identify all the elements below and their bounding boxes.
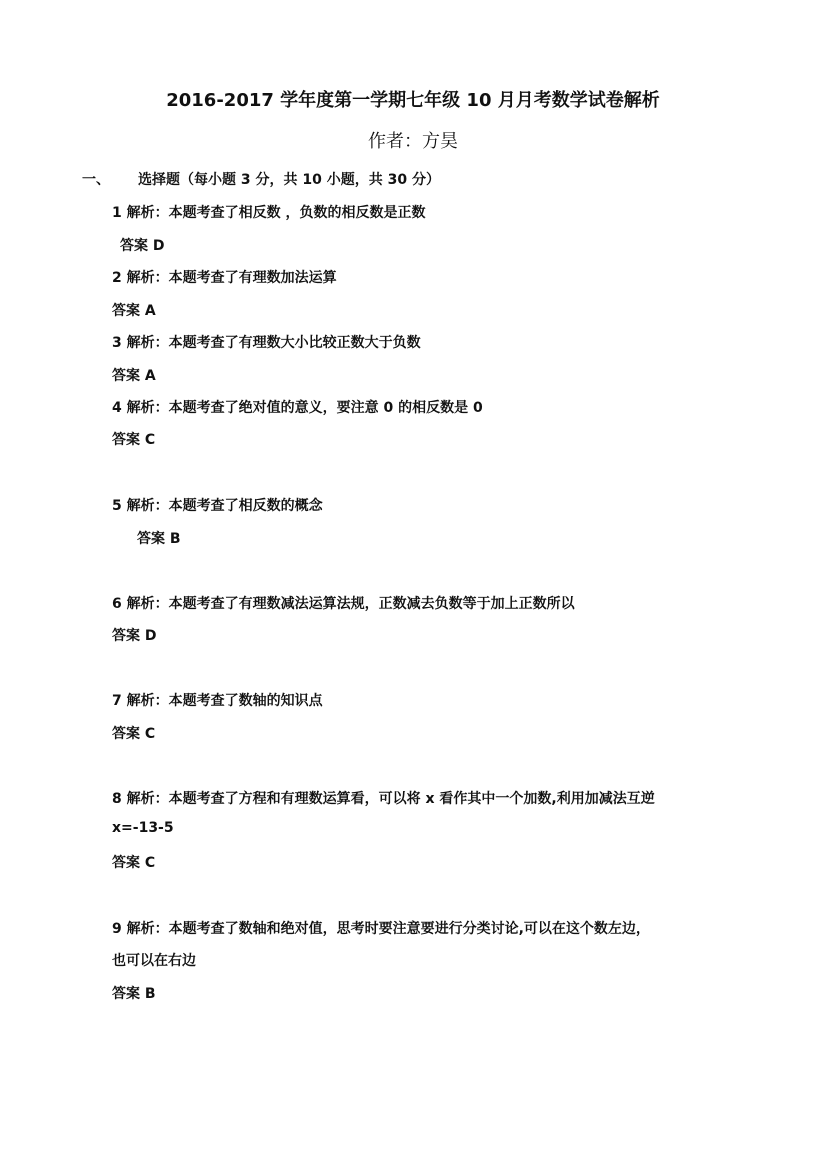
answer-7: 答案 C: [112, 726, 156, 742]
section-title: 选择题（每小题 3 分，共 10 小题，共 30 分）: [138, 172, 440, 188]
analysis-2: 2 解析：本题考查了有理数加法运算: [112, 270, 337, 286]
analysis-4: 4 解析：本题考查了绝对值的意义，要注意 0 的相反数是 0: [112, 400, 483, 416]
answer-1: 答案 D: [120, 238, 165, 254]
analysis-9: 9 解析：本题考查了数轴和绝对值，思考时要注意要进行分类讨论,可以在这个数左边，: [112, 921, 650, 937]
analysis-7: 7 解析：本题考查了数轴的知识点: [112, 693, 323, 709]
document-author: 作者：方昊: [368, 131, 458, 152]
answer-4: 答案 C: [112, 432, 156, 448]
document-title: 2016-2017 学年度第一学期七年级 10 月月考数学试卷解析: [166, 90, 660, 111]
answer-5: 答案 B: [137, 531, 181, 547]
analysis-3: 3 解析：本题考查了有理数大小比较正数大于负数: [112, 335, 421, 351]
analysis-6: 6 解析：本题考查了有理数减法运算法规，正数减去负数等于加上正数所以: [112, 596, 575, 612]
answer-6: 答案 D: [112, 628, 157, 644]
analysis-5: 5 解析：本题考查了相反数的概念: [112, 498, 323, 514]
answer-2: 答案 A: [112, 303, 156, 319]
analysis-8: 8 解析：本题考查了方程和有理数运算看，可以将 x 看作其中一个加数,利用加减法互逆: [112, 791, 655, 807]
analysis-1: 1 解析：本题考查了相反数 ，负数的相反数是正数: [112, 205, 426, 221]
analysis-9-continued: 也可以在右边: [112, 953, 196, 969]
answer-9: 答案 B: [112, 986, 156, 1002]
answer-8: 答案 C: [112, 855, 156, 871]
analysis-8-formula: x=-13-5: [112, 820, 174, 836]
section-number: 一、: [82, 172, 110, 188]
answer-3: 答案 A: [112, 368, 156, 384]
